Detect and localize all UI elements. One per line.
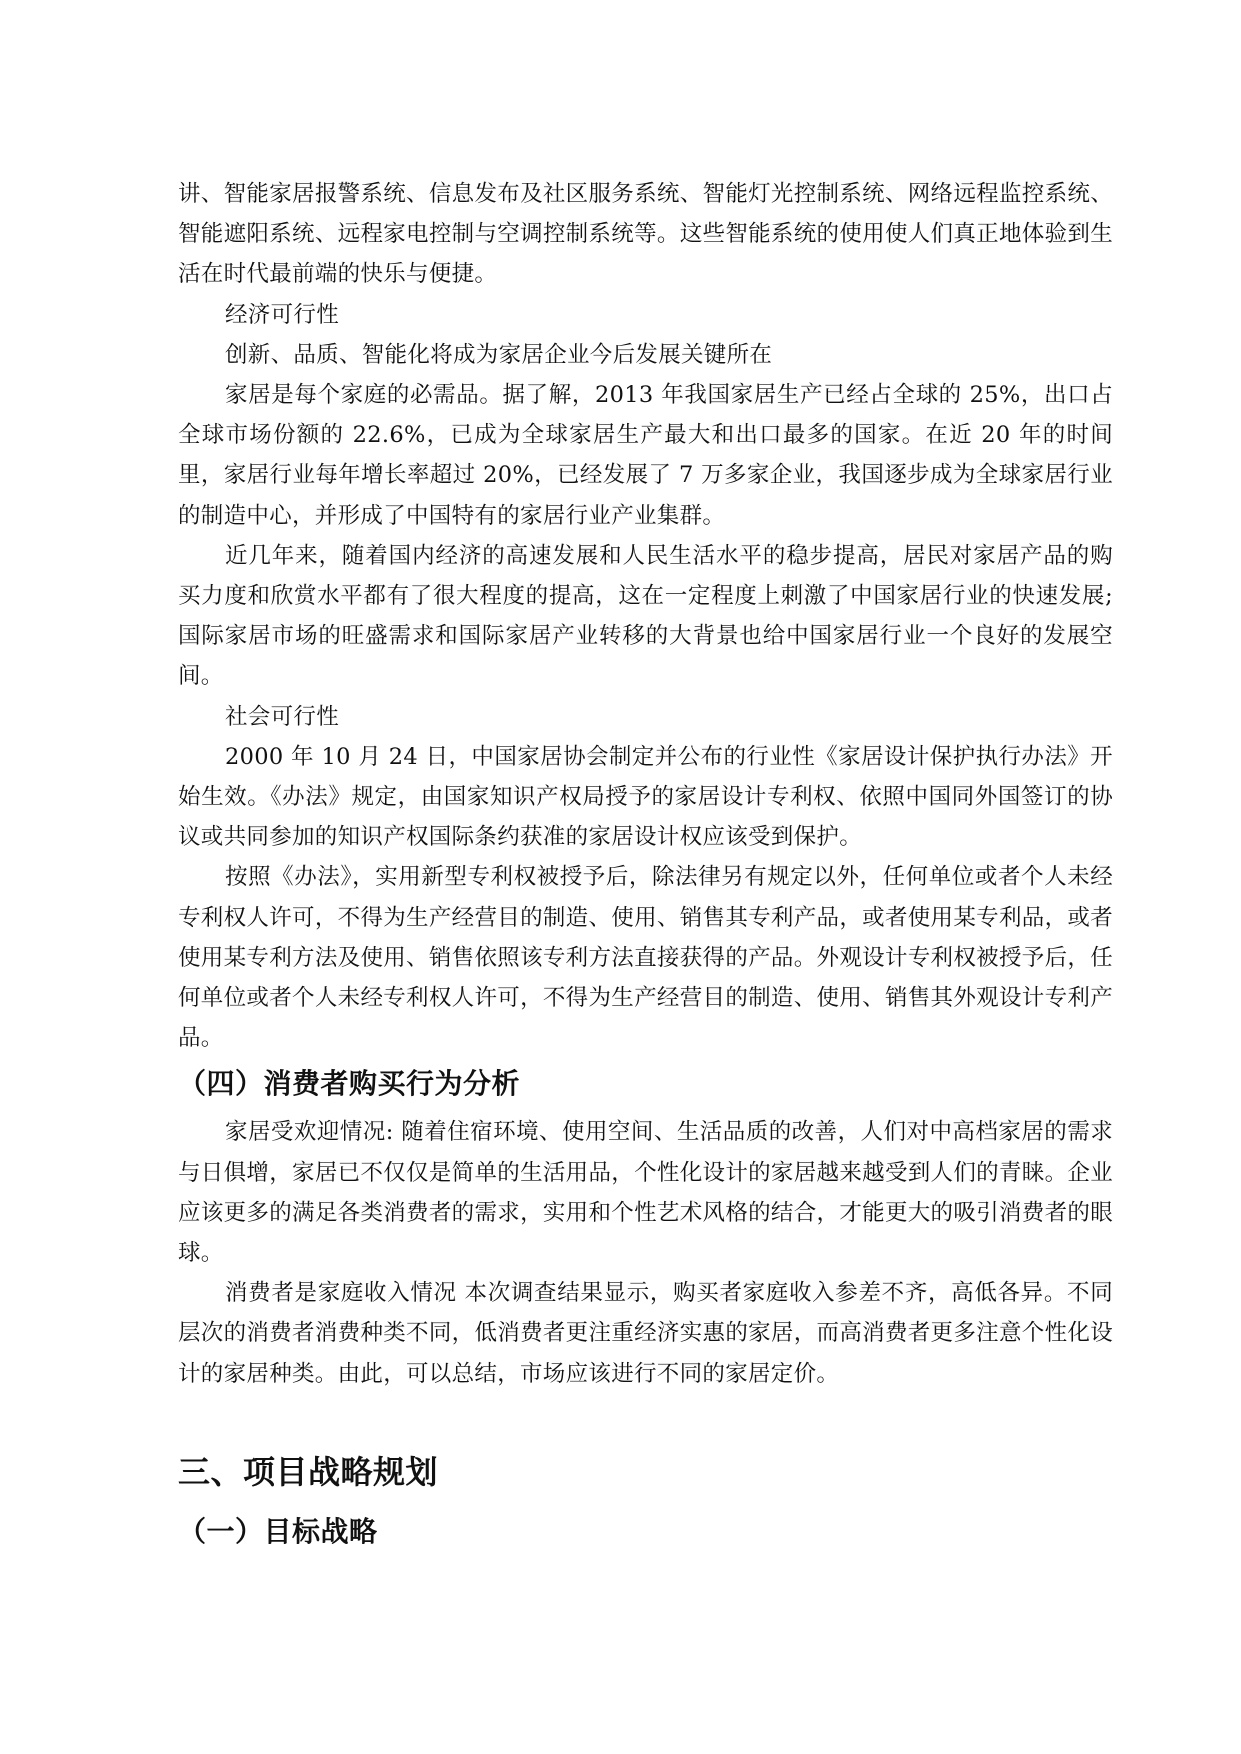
heading-social-feasibility: 社会可行性 [225, 703, 340, 730]
page-content [178, 174, 1113, 1554]
heading-consumer-behavior: （四）消费者购买行为分析 [178, 1067, 521, 1101]
heading-strategy-planning: 三、项目战略规划 [178, 1452, 439, 1491]
subheading-innovation: 创新、品质、智能化将成为家居企业今后发展关键所在 [225, 341, 773, 368]
paragraph-design-protection: 2000 年 10 月 24 日，中国家居协会制定并公布的行业性《家居设计保护执行办法》开始生效。《办法》规定，由国家知识产权局授予的家居设计专利权、依照中国同外国签订的协议或共同参加的知识产权国际条约获准的家居设计权应该受到保护。 [178, 743, 1113, 851]
paragraph-patent-rules: 按照《办法》，实用新型专利权被授予后，除法律另有规定以外，任何单位或者个人未经专利权人许可，不得为生产经营目的制造、使用、销售其专利产品，或者使用某专利品，或者使用某专利方法及使用、销售依照该专利方法直接获得的产品。外观设计专利权被授予后，任何单位或者个人未经专利权人许可，不得为生产经营目的制造、使用、销售其外观设计专利产品。 [178, 864, 1113, 1052]
heading-target-strategy: （一）目标战略 [178, 1514, 378, 1548]
paragraph-smart-systems: 讲、智能家居报警系统、信息发布及社区服务系统、智能灯光控制系统、网络远程监控系统、智能遮阳系统、远程家电控制与空调控制系统等。这些智能系统的使用使人们真正地体验到生活在时代最前端的快乐与便捷。 [178, 181, 1113, 288]
paragraph-economic-development: 近几年来，随着国内经济的高速发展和人民生活水平的稳步提高，居民对家居产品的购买力度和欣赏水平都有了很大程度的提高，这在一定程度上刺激了中国家居行业的快速发展;国际家居市场的旺盛需求和国际家居产业转移的大背景也给中国家居行业一个良好的发展空间。 [178, 542, 1113, 690]
paragraph-income: 消费者是家庭收入情况 本次调查结果显示，购买者家庭收入参差不齐，高低各异。不同层次的消费者消费种类不同，低消费者更注重经济实惠的家居，而高消费者更多注意个性化设计的家居种类。由此，可以总结，市场应该进行不同的家居定价。 [178, 1280, 1113, 1387]
paragraph-market-share: 家居是每个家庭的必需品。据了解，2013 年我国家居生产已经占全球的 25%，出口占全球市场份额的 22.6%，已成为全球家居生产最大和出口最多的国家。在近 20 年的时间里，家居行业每年增长率超过 20%，已经发展了 7 万多家企业，我国逐步成为全球家居行业的制造中心，并形成了中国特有的家居行业产业集群。 [178, 382, 1113, 529]
paragraph-popularity: 家居受欢迎情况: 随着住宿环境、使用空间、生活品质的改善，人们对中高档家居的需求与日俱增，家居已不仅仅是简单的生活用品，个性化设计的家居越来越受到人们的青睐。企业应该更多的满足各类消费者的需求，实用和个性艺术风格的结合，才能更大的吸引消费者的眼球。 [178, 1119, 1113, 1267]
heading-economic-feasibility: 经济可行性 [225, 301, 340, 328]
